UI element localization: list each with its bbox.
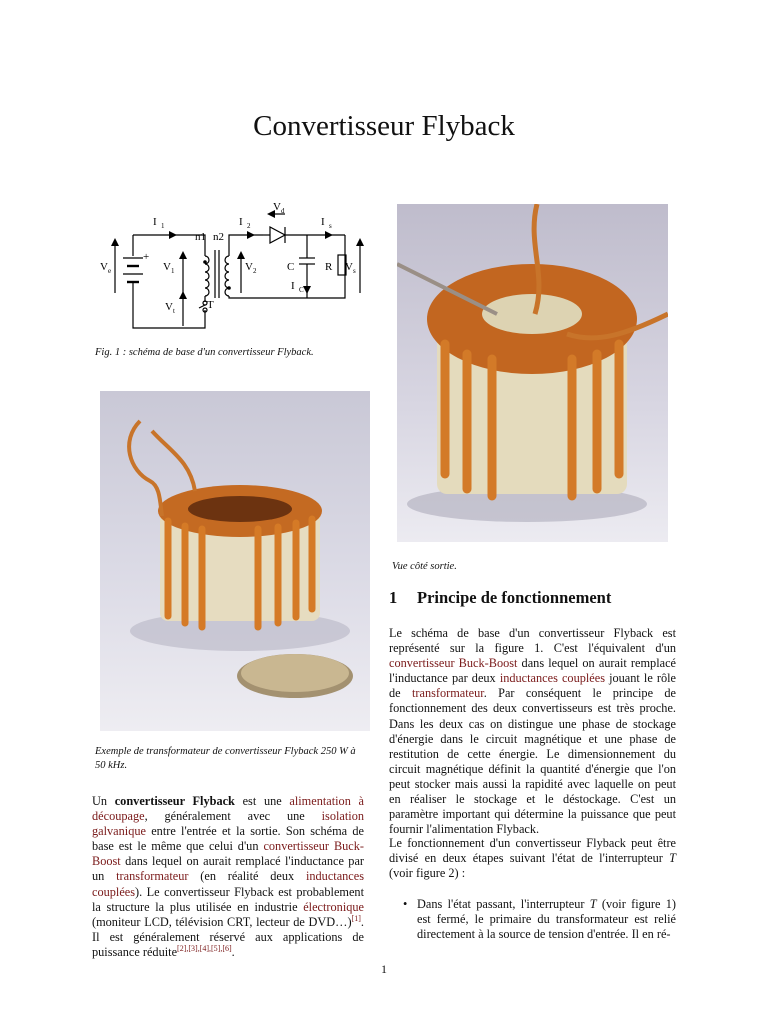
bold-term: convertisseur Flyback	[114, 794, 235, 808]
svg-text:T: T	[207, 299, 214, 311]
bullet-marker: •	[403, 897, 408, 911]
svg-text:V: V	[345, 261, 353, 273]
toroid-transformer-image	[100, 391, 370, 731]
svg-text:C: C	[287, 261, 295, 273]
flyback-circuit-diagram	[95, 198, 365, 333]
page-number: 1	[381, 962, 387, 976]
svg-text:V: V	[100, 261, 108, 273]
svg-text:2: 2	[247, 222, 251, 230]
svg-text:V: V	[273, 201, 281, 213]
list-item: • Dans l'état passant, l'interrupteur T (voir figure 1) est fermé, le primaire du transformateur est relié directement à la source de tension d'entrée. Il en ré-	[403, 897, 677, 942]
svg-text:t: t	[173, 307, 175, 315]
svg-text:I: I	[153, 216, 157, 228]
section1-paragraph-2: Le fonctionnement d'un convertisseur Flyback peut être divisé en deux étapes suivant l'état de l'interrupteur T (voir figure 2) :	[389, 836, 676, 881]
link-electronique[interactable]: électronique	[303, 899, 364, 914]
reference-link-1[interactable]: [1]	[351, 913, 361, 923]
reference-links-2-6[interactable]: [2],[3],[4],[5],[6]	[177, 943, 232, 953]
svg-text:V: V	[165, 301, 173, 313]
svg-text:d: d	[281, 207, 285, 215]
link-transformateur[interactable]: transformateur	[116, 869, 189, 884]
section-title: Principe de fonctionnement	[417, 588, 612, 607]
svg-text:V: V	[163, 261, 171, 273]
link-inductances-couplees-2[interactable]: inductances couplées	[499, 671, 605, 686]
svg-text:2: 2	[253, 267, 257, 275]
svg-text:I: I	[321, 216, 325, 228]
photo-left-caption: Exemple de transformateur de convertisseur Flyback 250 W à 50 kHz.	[95, 746, 356, 771]
svg-text:+: +	[143, 251, 150, 263]
svg-text:R: R	[325, 261, 333, 273]
link-convertisseur-buck-boost[interactable]: convertisseur Buck-Boost	[92, 839, 365, 869]
svg-text:s: s	[353, 267, 356, 275]
svg-text:I: I	[239, 216, 243, 228]
svg-text:n1: n1	[195, 231, 206, 243]
transformer-photo-left	[100, 391, 370, 731]
bullet-list	[401, 897, 676, 942]
svg-text:C: C	[299, 286, 304, 294]
figure1-caption: Fig. 1 : schéma de base d'un convertisseur Flyback.	[95, 347, 314, 358]
svg-text:V: V	[245, 261, 253, 273]
svg-text:I: I	[291, 280, 295, 292]
photo-right-caption: Vue côté sortie.	[392, 561, 457, 572]
link-isolation-galvanique[interactable]: isolation galvanique	[92, 809, 364, 839]
section1-paragraph-1: Le schéma de base d'un convertisseur Flyback est représenté sur la figure 1. C'est l'équivalent d'un convertisseur Buck-Boost dans lequel on aurait remplacé l'inductance par deux inductances couplées jouant le rôle de transformateur. Par conséquent le principe de fonctionnement des deux convertisseurs est très proche. Dans les deux cas on distingue une phase de stockage d'énergie dans le circuit magnétique et une phase de restitution de cette énergie. Le dimensionnement du circuit magnétique définit la quantité d'énergie que l'on peut stocker mais aussi la rapidité avec laquelle on peut en réaliser le stockage et le déstockage. C'est un paramètre important qui détermine la puissance que peut fournir l'alimentation Flyback.	[389, 626, 677, 837]
svg-text:n2: n2	[213, 231, 224, 243]
svg-text:1: 1	[171, 267, 175, 275]
transformer-photo-right	[397, 204, 668, 542]
svg-text:e: e	[108, 267, 112, 275]
section-number: 1	[389, 588, 398, 607]
svg-text:1: 1	[161, 222, 165, 230]
svg-text:s: s	[329, 222, 332, 230]
page-title: Convertisseur Flyback	[253, 110, 515, 142]
section-heading	[389, 588, 611, 608]
link-transformateur-2[interactable]: transformateur	[411, 686, 484, 701]
link-convertisseur-buck-boost-2[interactable]: convertisseur Buck-Boost	[389, 656, 518, 671]
link-alimentation-a-decoupage[interactable]: alimentation à découpage	[92, 794, 365, 824]
link-inductances-couplees[interactable]: inductances couplées	[92, 869, 365, 899]
toroid-transformer-output-side-image	[397, 204, 668, 542]
intro-paragraph: Un convertisseur Flyback est une alimentation à découpage, généralement avec une isolation galvanique entre l'entrée et la sortie. Son schéma de base est le même que celui d'un convertisseur Buck-Boost dans lequel on aurait remplacé l'inductance par un transformateur (en réalité deux inductances couplées). Le convertisseur Flyback est probablement la structure la plus utilisée en industrie électronique (moniteur LCD, télévision CRT, lecteur de DVD…)[1]. Il est généralement réservé aux applications de puissance réduite[2],[3],[4],[5],[6].	[92, 794, 365, 959]
